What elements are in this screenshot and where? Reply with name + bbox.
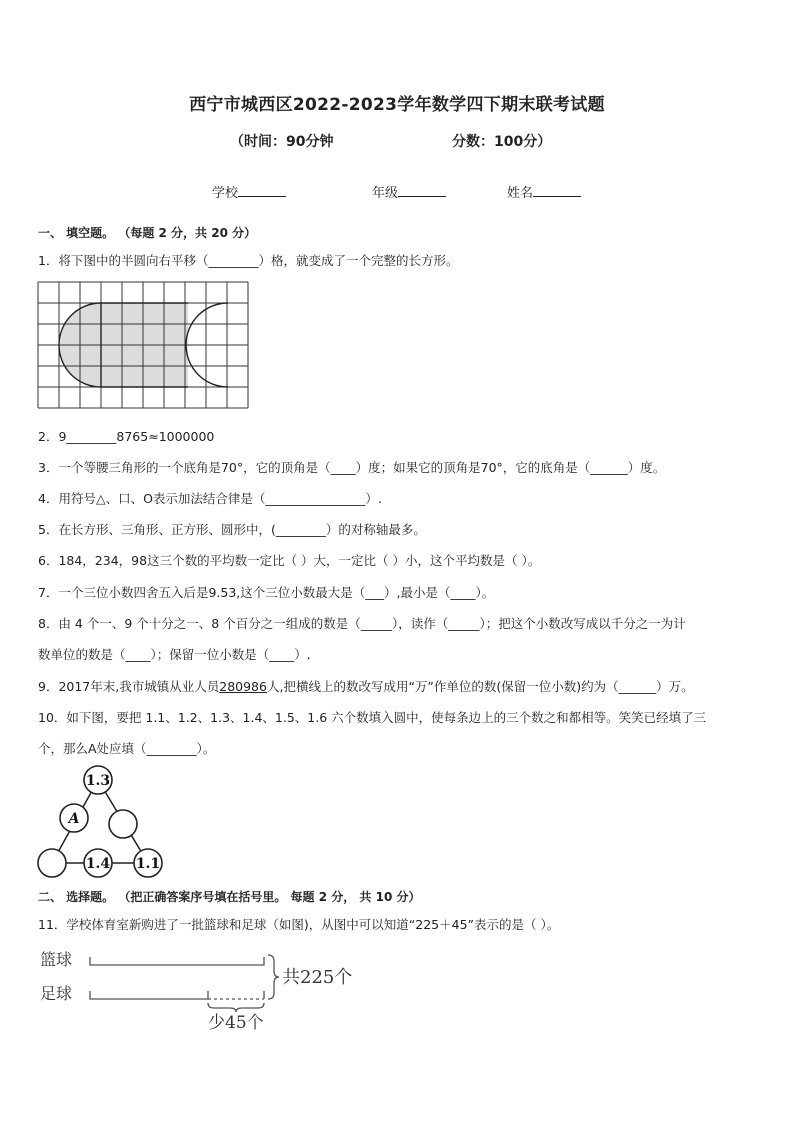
- question-9: [38, 677, 694, 695]
- football-label: 足球: [40, 984, 73, 1003]
- school-label: 学校: [212, 186, 239, 201]
- name-field[interactable]: [507, 182, 581, 201]
- question-8-line-1: 8．由 4 个一、9 个十分之一、8 个百分之一组成的数是（_____），读作（_____）；把这个小数改写成以千分之一为计: [38, 616, 686, 631]
- question-9-underlined-number: 280986: [219, 679, 267, 694]
- question-9-text-before: 9．2017年末,我市城镇从业人员: [38, 679, 220, 694]
- grid-lines: [38, 282, 248, 408]
- circle-bottom-right-label: 1.1: [135, 856, 161, 872]
- circle-top-label: 1.3: [85, 773, 111, 789]
- question-4: 4．用符号△、口、O表示加法结合律是（________________）.: [38, 491, 382, 506]
- question-9-text-after: 人,把横线上的数改写成用“万”作单位的数(保留一位小数)约为（______）万。: [266, 679, 694, 694]
- section-2-heading: 二、 选择题。 （把正确答案序号填在括号里。 每题 2 分， 共 10 分）: [38, 890, 421, 904]
- less-brace: [208, 1003, 264, 1012]
- question-7: 7．一个三位小数四舍五入后是9.53,这个三位小数最大是（___）,最小是（____）。: [38, 585, 495, 600]
- exam-time: （时间：90分钟: [230, 134, 334, 150]
- question-10-line-1: 10．如下图，要把 1.1、1.2、1.3、1.4、1.5、1.6 六个数填入圆中，使每条边上的三个数之和都相等。笑笑已经填了三: [38, 710, 707, 725]
- page-title: 西宁市城西区2022-2023学年数学四下期末联考试题: [189, 95, 605, 115]
- basketball-label: 篮球: [40, 950, 73, 969]
- exam-score: 分数：100分）: [452, 134, 552, 150]
- name-label: 姓名: [507, 186, 534, 201]
- question-8-line-2: 数单位的数是（____）；保留一位小数是（____）.: [38, 647, 311, 662]
- circle-bottom-left: [38, 849, 66, 877]
- total-label: 共225个: [282, 967, 353, 988]
- football-segment: [90, 991, 208, 999]
- triangle-figure: [36, 765, 166, 885]
- circle-a-label: A: [68, 811, 80, 827]
- question-5: 5．在长方形、三角形、正方形、圆形中，(________）的对称轴最多。: [38, 522, 426, 537]
- name-blank[interactable]: [533, 184, 581, 197]
- basketball-segment: [90, 957, 264, 965]
- question-11: 11．学校体育室新购进了一批篮球和足球（如图)，从图中可以知道“225＋45”表示的是（ ）。: [38, 917, 560, 932]
- question-6: 6．184，234，98这三个数的平均数一定比（ ）大，一定比（ ）小，这个平均数是（ ）。: [38, 553, 541, 568]
- question-1: 1．将下图中的半圆向右平移（________）格，就变成了一个完整的长方形。: [38, 253, 459, 268]
- grade-field[interactable]: [372, 182, 446, 201]
- less-label: 少45个: [208, 1013, 264, 1033]
- section-1-heading: 一、 填空题。 （每题 2 分，共 20 分）: [38, 226, 257, 240]
- school-blank[interactable]: [238, 184, 286, 197]
- circle-right-mid: [109, 810, 137, 838]
- question-3: 3．一个等腰三角形的一个底角是70°，它的顶角是（____）度；如果它的顶角是70°，它的底角是（______）度。: [38, 460, 666, 475]
- grade-label: 年级: [372, 186, 399, 201]
- bar-figure: [38, 945, 368, 1035]
- question-10-line-2: 个，那么A处应填（________）。: [38, 741, 216, 756]
- school-field[interactable]: [212, 182, 286, 201]
- question-2: 2．9________8765≈1000000: [38, 429, 215, 444]
- grade-blank[interactable]: [398, 184, 446, 197]
- total-brace: [268, 955, 279, 999]
- circle-bottom-mid-label: 1.4: [85, 856, 111, 872]
- grid-figure: [38, 282, 252, 410]
